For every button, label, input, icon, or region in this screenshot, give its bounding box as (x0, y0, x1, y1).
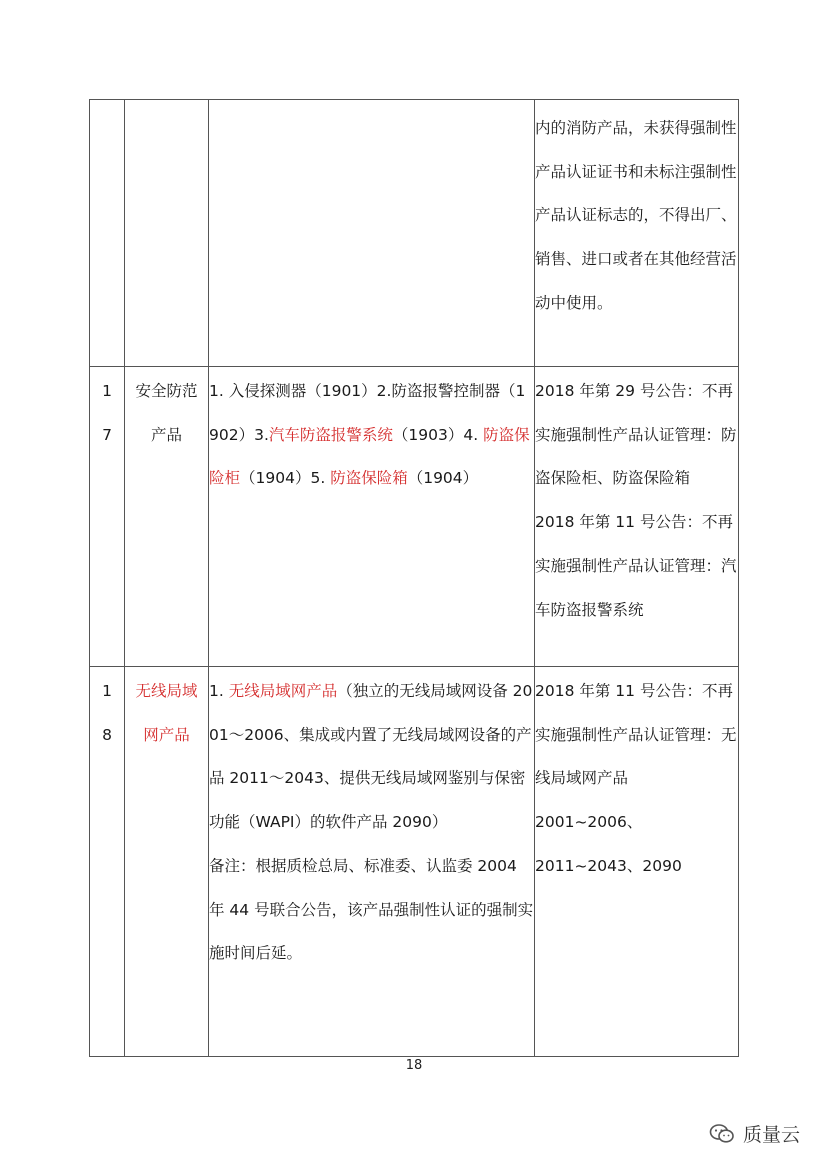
note-text: 2001~2006、 (535, 813, 643, 832)
category-line: 无线局域 (135, 682, 198, 700)
product-segment: 1. (209, 682, 229, 700)
product-segment: （1903）4. (392, 425, 484, 444)
table-row (90, 667, 739, 1057)
note-text: 2011~2043、2090 (535, 856, 682, 875)
row-number-digit: 1 (102, 382, 112, 400)
wechat-icon (709, 1123, 735, 1145)
row-number-cell (90, 100, 125, 367)
notes-cell (535, 100, 739, 367)
product-catalog-table (89, 99, 739, 1057)
notes-cell (535, 367, 739, 667)
note-text: 2018 年第 11 号公告：不再实施强制性产品认证管理：汽车防盗报警系统 (535, 513, 737, 619)
category-line: 产品 (150, 425, 182, 444)
product-segment: （1904） (407, 469, 479, 488)
row-number-cell (90, 667, 125, 1057)
products-cell (209, 100, 535, 367)
product-segment: （独立的无线局域网设备 2001～2006、集成或内置了无线局域网设备的产品 2011～2043、提供无线局域网鉴别与保密功能（WAPI）的软件产品 2090） (209, 682, 533, 832)
row-number-digit: 7 (102, 425, 112, 444)
row-number-cell (90, 367, 125, 667)
table-row (90, 367, 739, 667)
products-cell (209, 667, 535, 1057)
product-paragraph (209, 670, 534, 845)
product-highlight: 无线局域网产品 (228, 682, 338, 700)
category-line: 网产品 (143, 725, 190, 744)
note-text: 2018 年第 29 号公告：不再实施强制性产品认证管理：防盗保险柜、防盗保险箱 (535, 382, 737, 488)
category-cell (125, 667, 209, 1057)
category-cell (125, 100, 209, 367)
product-segment: 1. 入侵探测器（1901）2.防盗报警控制器（1902）3. (209, 382, 526, 444)
product-highlight: 防盗保险柜 (209, 425, 530, 488)
products-cell (209, 367, 535, 667)
watermark (709, 1120, 800, 1147)
category-line: 安全防范 (135, 382, 198, 400)
product-highlight: 汽车防盗报警系统 (268, 425, 393, 444)
row-number-digit: 8 (102, 725, 112, 744)
remark-text: 备注：根据质检总局、标准委、认监委 2004 年 44 号联合公告，该产品强制性认证的强制实施时间后延。 (209, 856, 534, 963)
note-text: 内的消防产品，未获得强制性产品认证证书和未标注强制性产品认证标志的，不得出厂、销售、进口或者在其他经营活动中使用。 (535, 119, 737, 312)
note-text: 2018 年第 11 号公告：不再实施强制性产品认证管理：无线局域网产品 (535, 682, 737, 788)
row-number-digit: 1 (102, 682, 112, 700)
table-row (90, 100, 739, 367)
product-segment: （1904）5. (240, 469, 331, 488)
notes-cell (535, 667, 739, 1057)
product-highlight: 防盗保险箱 (330, 469, 408, 488)
watermark-text: 质量云 (742, 1124, 800, 1146)
category-cell (125, 367, 209, 667)
page-number: 18 (405, 1058, 423, 1073)
